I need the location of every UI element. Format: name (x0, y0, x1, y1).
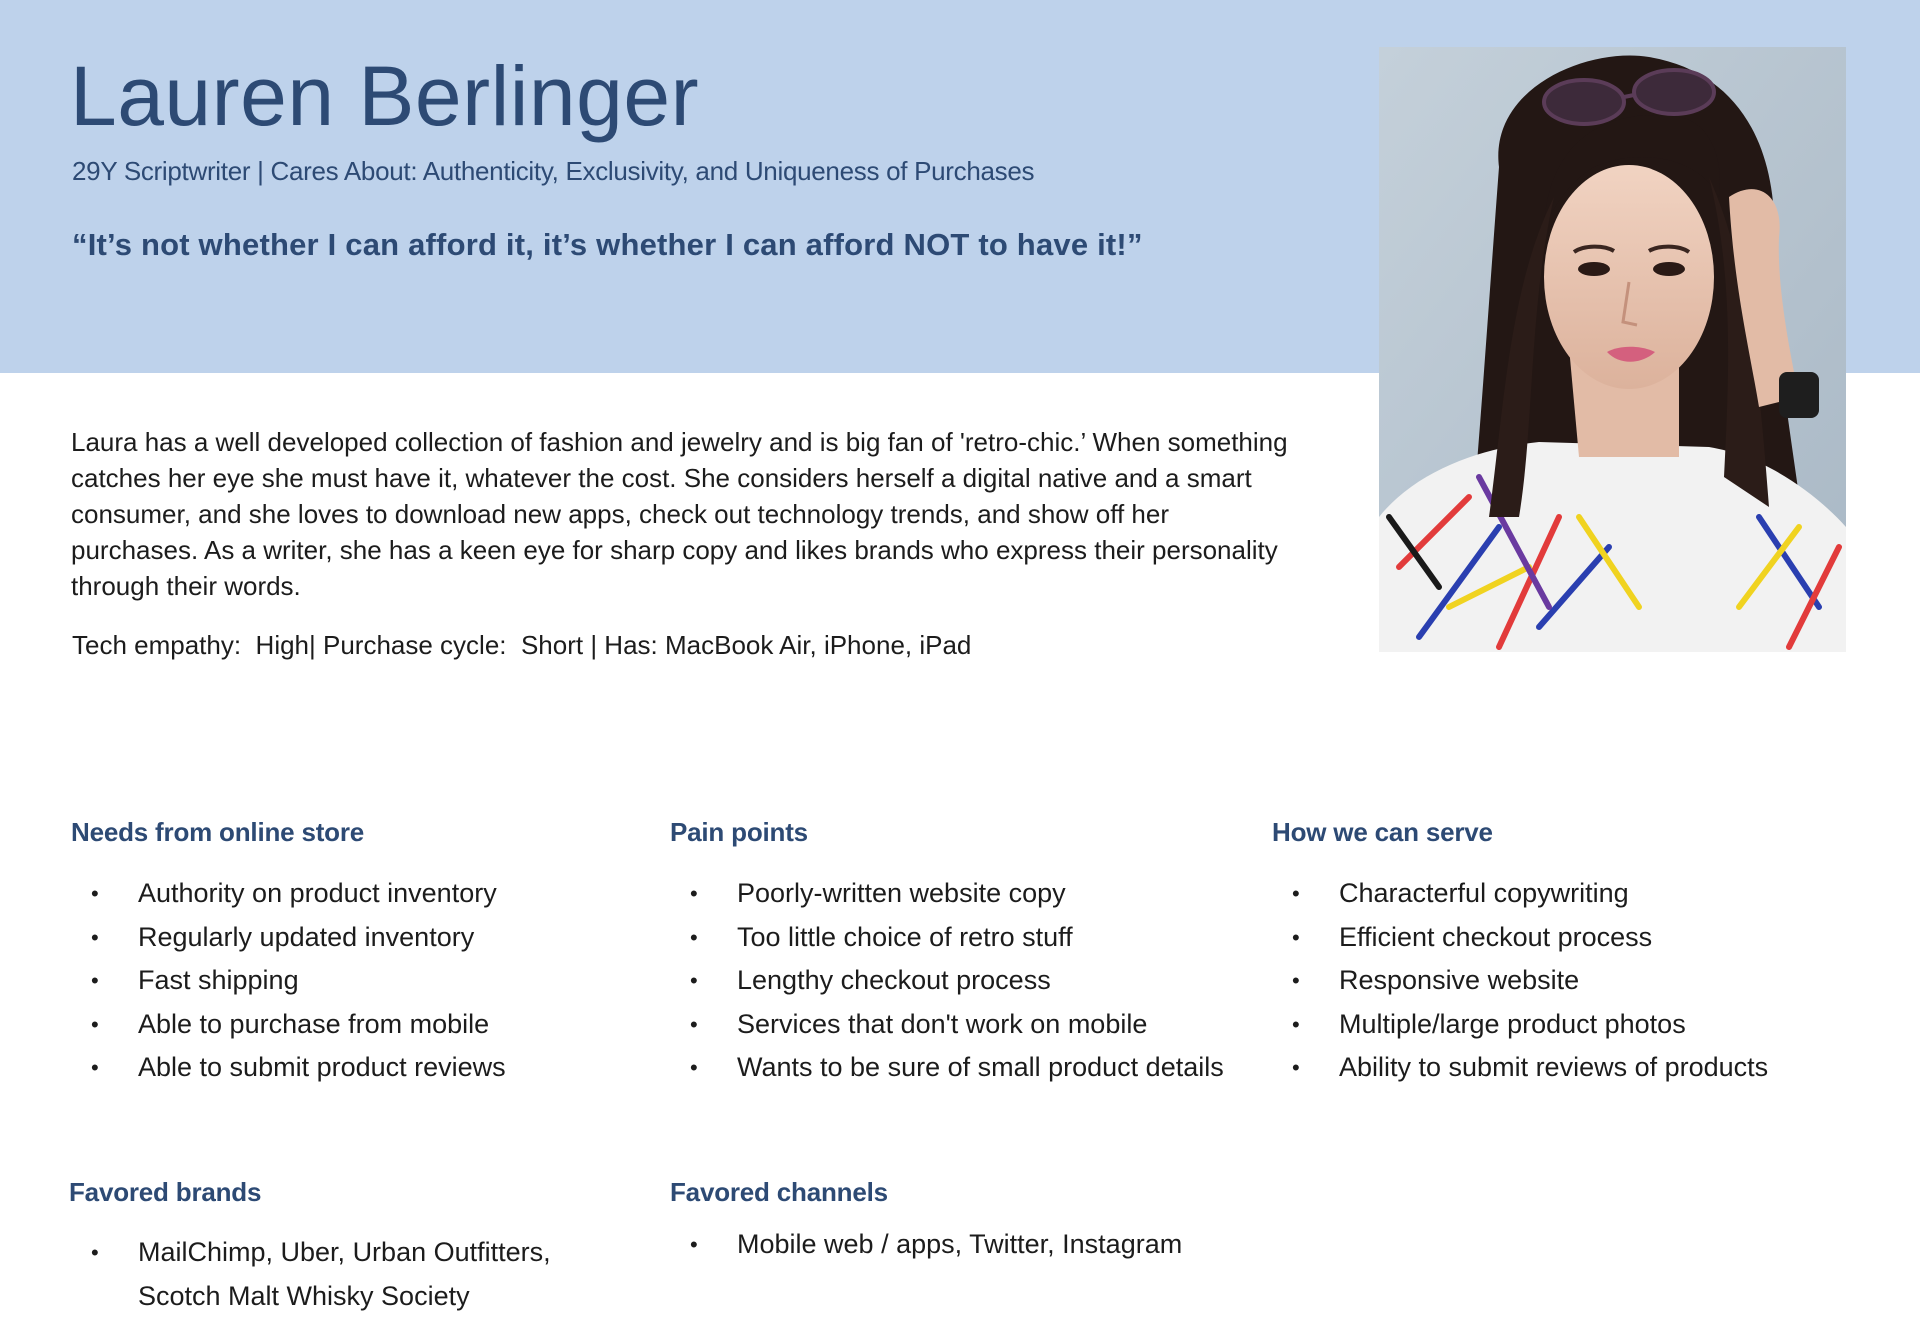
list-item: • Poorly-written website copy (670, 872, 1224, 916)
persona-stats: Tech empathy: High| Purchase cycle: Short | Has: MacBook Air, iPhone, iPad (72, 630, 972, 660)
list-item: • Responsive website (1272, 959, 1768, 1003)
list-item: • Efficient checkout process (1272, 916, 1768, 960)
serve-title: How we can serve (1272, 817, 1493, 847)
list-item: • Authority on product inventory (71, 872, 506, 916)
persona-subtitle: 29Y Scriptwriter | Cares About: Authenticity, Exclusivity, and Uniqueness of Purchases (72, 156, 1035, 186)
favored-brands-title: Favored brands (69, 1177, 262, 1207)
needs-list (71, 872, 506, 1090)
portrait-illustration (1379, 47, 1846, 652)
list-item: • Regularly updated inventory (71, 916, 506, 960)
list-item: • Able to purchase from mobile (71, 1003, 506, 1047)
watch-icon (1779, 372, 1819, 418)
persona-name: Lauren Berlinger (70, 49, 700, 143)
needs-title: Needs from online store (71, 817, 365, 847)
list-item: • Characterful copywriting (1272, 872, 1768, 916)
list-item: • MailChimp, Uber, Urban Outfitters, Scotch Malt Whisky Society (71, 1231, 611, 1318)
list-item: • Too little choice of retro stuff (670, 916, 1224, 960)
pain-points-title: Pain points (670, 817, 808, 847)
list-item: • Mobile web / apps, Twitter, Instagram (670, 1223, 1182, 1267)
list-item: • Lengthy checkout process (670, 959, 1224, 1003)
favored-brands-list (71, 1231, 611, 1318)
list-item: • Multiple/large product photos (1272, 1003, 1768, 1047)
list-item: • Services that don't work on mobile (670, 1003, 1224, 1047)
list-item: • Wants to be sure of small product details (670, 1046, 1224, 1090)
serve-list (1272, 872, 1768, 1090)
persona-bio: Laura has a well developed collection of fashion and jewelry and is big fan of 'retro-chic.’ When something catches her eye she must have it, whatever the cost. She considers herself a digital native and a smart consumer, and she loves to download new apps, check out technology trends, and show off her purchases. As a writer, she has a keen eye for sharp copy and likes brands who express their personality through their words. (71, 427, 1288, 601)
list-item: • Fast shipping (71, 959, 506, 1003)
favored-channels-list (670, 1223, 1182, 1267)
favored-channels-title: Favored channels (670, 1177, 888, 1207)
list-item: • Able to submit product reviews (71, 1046, 506, 1090)
list-item: • Ability to submit reviews of products (1272, 1046, 1768, 1090)
persona-photo (1379, 47, 1846, 652)
persona-quote: “It’s not whether I can afford it, it’s whether I can afford NOT to have it!” (72, 227, 1143, 262)
pain-points-list (670, 872, 1224, 1090)
